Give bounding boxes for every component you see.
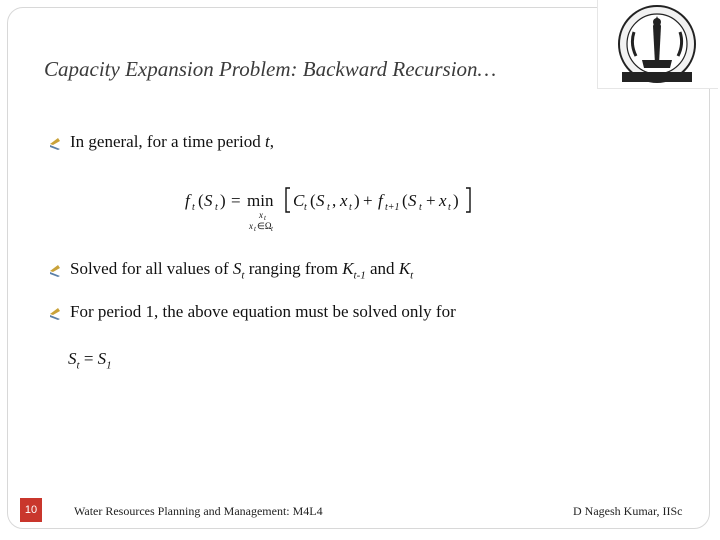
footer-author: D Nagesh Kumar, IISc bbox=[573, 504, 683, 518]
svg-text:S: S bbox=[204, 191, 213, 210]
svg-text:t: t bbox=[419, 202, 422, 213]
svg-text:(: ( bbox=[402, 191, 408, 210]
svg-text:t+1: t+1 bbox=[385, 202, 400, 213]
bullet-icon bbox=[48, 264, 62, 278]
svg-text:min: min bbox=[247, 191, 274, 210]
svg-text:): ) bbox=[220, 191, 226, 210]
svg-text:x: x bbox=[439, 191, 447, 210]
bullet-3-text: For period 1, the above equation must be solved only for bbox=[70, 302, 456, 321]
svg-text:t: t bbox=[304, 202, 307, 213]
svg-text:=: = bbox=[231, 191, 241, 210]
iisc-emblem-icon bbox=[612, 2, 702, 86]
svg-text:(: ( bbox=[198, 191, 204, 210]
svg-text:t: t bbox=[349, 202, 352, 213]
svg-text:t: t bbox=[327, 202, 330, 213]
footer-course: Water Resources Planning and Management: M4L4 bbox=[74, 504, 323, 518]
boundary-condition: $S_t = S_1$ bbox=[68, 349, 112, 372]
recursion-equation bbox=[183, 180, 483, 240]
svg-text:x: x bbox=[340, 191, 348, 210]
slide-title: Capacity Expansion Problem: Backward Recursion… bbox=[44, 57, 497, 81]
svg-text:): ) bbox=[453, 191, 459, 210]
svg-text:,: , bbox=[332, 191, 337, 210]
svg-text:f: f bbox=[185, 191, 190, 210]
svg-text:x: x bbox=[249, 221, 253, 231]
svg-text:t: t bbox=[448, 202, 451, 213]
svg-text:t: t bbox=[215, 202, 218, 213]
svg-text:S: S bbox=[316, 191, 325, 210]
bullet-1-text: In general, for a time period t, bbox=[70, 132, 274, 151]
bullet-icon bbox=[48, 307, 62, 321]
svg-text:+: + bbox=[363, 191, 373, 210]
svg-text:t: t bbox=[192, 202, 195, 213]
bullet-icon bbox=[48, 137, 62, 151]
svg-text:f: f bbox=[378, 191, 383, 210]
page-number-badge: 10 bbox=[20, 498, 42, 522]
institute-logo bbox=[597, 0, 718, 89]
svg-text:t: t bbox=[271, 225, 273, 233]
svg-text:C: C bbox=[293, 191, 305, 210]
svg-text:∈Ω: ∈Ω bbox=[257, 221, 272, 231]
svg-text:x: x bbox=[259, 210, 263, 220]
svg-text:S: S bbox=[408, 191, 417, 210]
svg-text:): ) bbox=[354, 191, 360, 210]
svg-text:t: t bbox=[254, 225, 256, 233]
bullet-2-text: Solved for all values of $S_t$ ranging from $K_{t-1}$ and $K_t$ bbox=[70, 259, 414, 282]
svg-text:+: + bbox=[426, 191, 436, 210]
svg-text:t: t bbox=[264, 214, 266, 222]
svg-text:(: ( bbox=[310, 191, 316, 210]
